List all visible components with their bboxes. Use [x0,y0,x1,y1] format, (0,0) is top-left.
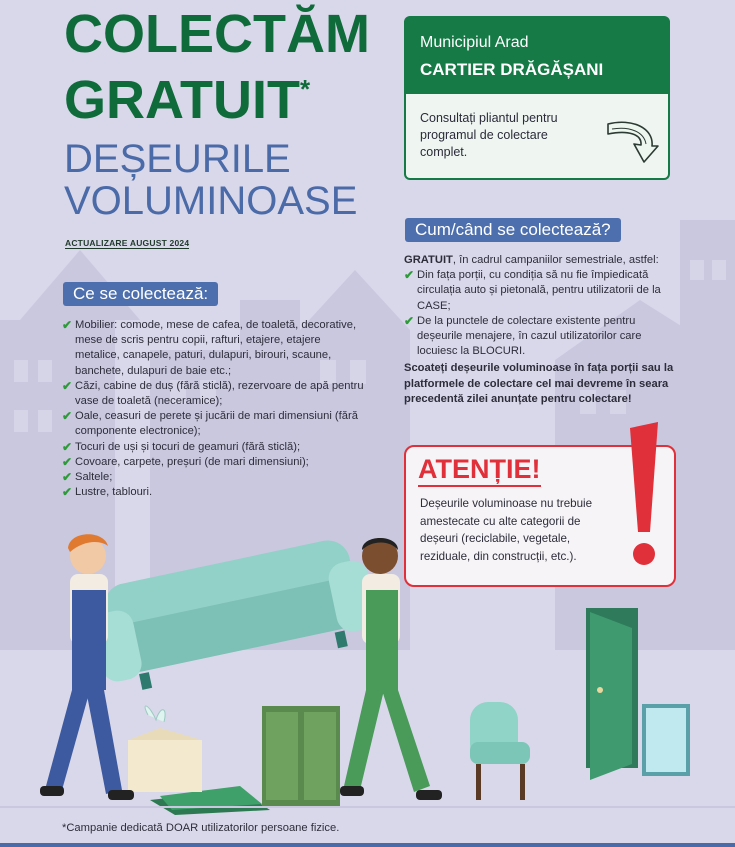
headline-waste: DEȘEURILE [64,137,291,181]
check-icon: ✔ [62,378,73,393]
footer-note: *Campanie dedicată DOAR utilizatorilor persoane fizice. [62,822,340,834]
list-item-text: Tocuri de uși și tocuri de geamuri (fără sticlă); [75,440,301,453]
headline-free-text: GRATUIT [64,70,300,130]
warning-text: Deșeurile voluminoase nu trebuie amestecate cu alte categorii de deșeuri (reciclabile, vegetale, reziduale, din construcții, etc.). [420,497,593,563]
list-item-text: Mobilier: comode, mese de cafea, de toaletă, decorative, mese de scris pentru copii, rafturi, etajere, etajere metalice, canapele, paturi, dulapuri, birouri, scaune, banchete, dulapuri de baie etc.; [75,319,357,377]
how-title: Cum/când se colectează? [405,218,621,242]
check-icon: ✔ [62,470,73,485]
check-icon: ✔ [62,409,73,424]
how-intro-rest: , în cadrul campaniilor semestriale, astfel: [452,254,659,266]
headline-collect: COLECTĂM [64,4,370,64]
headline-bulky: VOLUMINOASE [64,179,358,223]
list-item-text: De la punctele de colectare existente pentru deșeurile menajere, în cazul utilizatorilor care locuiesc la BLOCURI. [417,314,642,358]
how-intro-bold: GRATUIT [404,254,453,266]
list-item-text: Saltele; [75,471,113,484]
leaflet-note: Consultați pliantul pentru programul de colectare complet. [420,111,558,159]
how-bold-note: Scoateți deșeurile voluminoase în fața porții sau la platformele de colectare cel mai devreme în seara precedentă zilei anunțate pentru colectare! [404,362,674,405]
list-item-text: Căzi, cabine de duș (fără sticlă), rezervoare de apă pentru vase de toaletă (neceramice); [75,379,364,408]
what-title: Ce se colectează: [63,282,218,306]
check-icon: ✔ [62,485,73,500]
list-item-text: Oale, ceasuri de perete și jucării de mari dimensiuni (fără componente electronice); [75,410,358,438]
check-icon: ✔ [404,268,415,283]
municipality: Municipiul Arad [420,34,529,51]
headline-asterisk: * [299,74,311,104]
check-icon: ✔ [404,313,415,328]
check-icon: ✔ [62,318,73,332]
warning-title: ATENȚIE! [418,453,541,487]
list-item-text: Covoare, carpete, preșuri (de mari dimensiuni); [75,455,309,468]
update-date: ACTUALIZARE AUGUST 2024 [65,238,190,248]
check-icon: ✔ [62,439,73,454]
district: CARTIER DRĂGĂȘANI [420,60,604,79]
check-icon: ✔ [62,454,73,469]
list-item-text: Lustre, tablouri. [75,486,153,499]
list-item-text: Din fața porții, cu condiția să nu fie împiedicată circulația auto și pietonală, pentru utilizatorii de la CASE; [417,269,661,312]
